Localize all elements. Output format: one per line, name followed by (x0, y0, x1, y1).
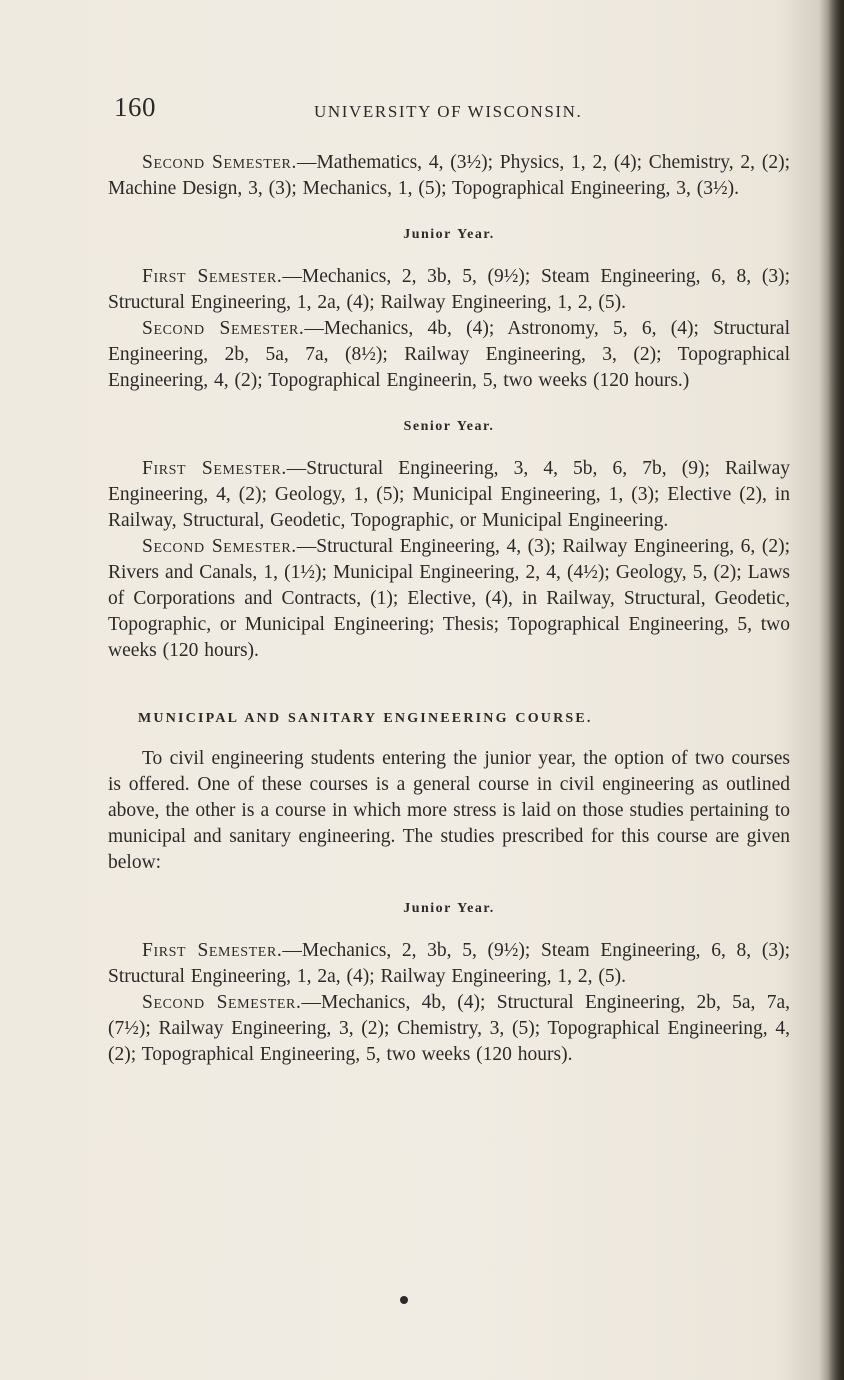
semester-label: First Semester. (142, 266, 283, 287)
semester-label: Second Semester. (142, 152, 297, 173)
junior-year-heading: Junior Year. (403, 227, 495, 242)
sophomore-second-semester (108, 150, 790, 202)
semester-text: —Mechanics, 4b, (4); Structural Engineering, 2b, 5a, 7a, (7½); Railway Engineering, 3, (2); Chemistry, 3, (5); Topographical Engineering, 4, (2); Topographical Engineering, 5, two weeks (120 hours). (108, 992, 790, 1065)
senior-second-semester (108, 534, 790, 664)
semester-text: —Structural Engineering, 3, 4, 5b, 6, 7b, (9); Railway Engineering, 4, (2); Geology, 1, (5); Municipal Engineering, 1, (3); Elective (2), in Railway, Structural, Geodetic, Topographic, or Municipal Engineering. (108, 458, 790, 531)
semester-label: First Semester. (142, 940, 283, 961)
book-spine-shadow (828, 0, 844, 1380)
municipal-course-heading: MUNICIPAL AND SANITARY ENGINEERING COURSE. (138, 711, 593, 726)
municipal-course-intro: To civil engineering students entering the junior year, the option of two courses is offered. One of these courses is a general course in civil engineering as outlined above, the other is a course in which more stress is laid on those studies pertaining to municipal and sanitary engineering. The studies prescribed for this course are given below: (108, 748, 790, 873)
semester-label: Second Semester. (142, 992, 302, 1013)
semester-text: —Mechanics, 4b, (4); Astronomy, 5, 6, (4); Structural Engineering, 2b, 5a, 7a, (8½); Railway Engineering, 3, (2); Topographical Engineering, 4, (2); Topographical Engineerin, 5, two weeks (120 hours.) (108, 318, 790, 391)
senior-first-semester (108, 456, 790, 534)
municipal-junior-second-semester (108, 990, 790, 1068)
senior-year-heading: Senior Year. (403, 419, 495, 434)
semester-label: Second Semester. (142, 536, 297, 557)
semester-text: —Mechanics, 2, 3b, 5, (9½); Steam Engineering, 6, 8, (3); Structural Engineering, 1, 2a, (4); Railway Engineering, 1, 2, (5). (108, 266, 790, 313)
semester-text: —Mathematics, 4, (3½); Physics, 1, 2, (4); Chemistry, 2, (2); Machine Design, 3, (3); Mechanics, 1, (5); Topographical Engineering, 3, (3½). (108, 152, 790, 199)
page-body (108, 150, 790, 1068)
footer-ornament-dot (400, 1296, 408, 1304)
semester-label: First Semester. (142, 458, 287, 479)
page-header (108, 92, 798, 128)
running-title: UNIVERSITY OF WISCONSIN. (314, 102, 583, 121)
page-number: 160 (114, 92, 156, 122)
junior-first-semester (108, 264, 790, 316)
semester-text: —Mechanics, 2, 3b, 5, (9½); Steam Engineering, 6, 8, (3); Structural Engineering, 1, 2a, (4); Railway Engineering, 1, 2, (5). (108, 940, 790, 987)
junior-second-semester (108, 316, 790, 394)
municipal-junior-year-heading: Junior Year. (403, 901, 495, 916)
semester-text: —Structural Engineering, 4, (3); Railway Engineering, 6, (2); Rivers and Canals, 1, (1½); Municipal Engineering, 2, 4, (4½); Geology, 5, (2); Laws of Corporations and Contracts, (1); Elective, (4), in Railway, Structural, Geodetic, Topographic, or Municipal Engineering; Thesis; Topographical Engineering, 5, two weeks (120 hours). (108, 536, 790, 661)
municipal-junior-first-semester (108, 938, 790, 990)
semester-label: Second Semester. (142, 318, 305, 339)
